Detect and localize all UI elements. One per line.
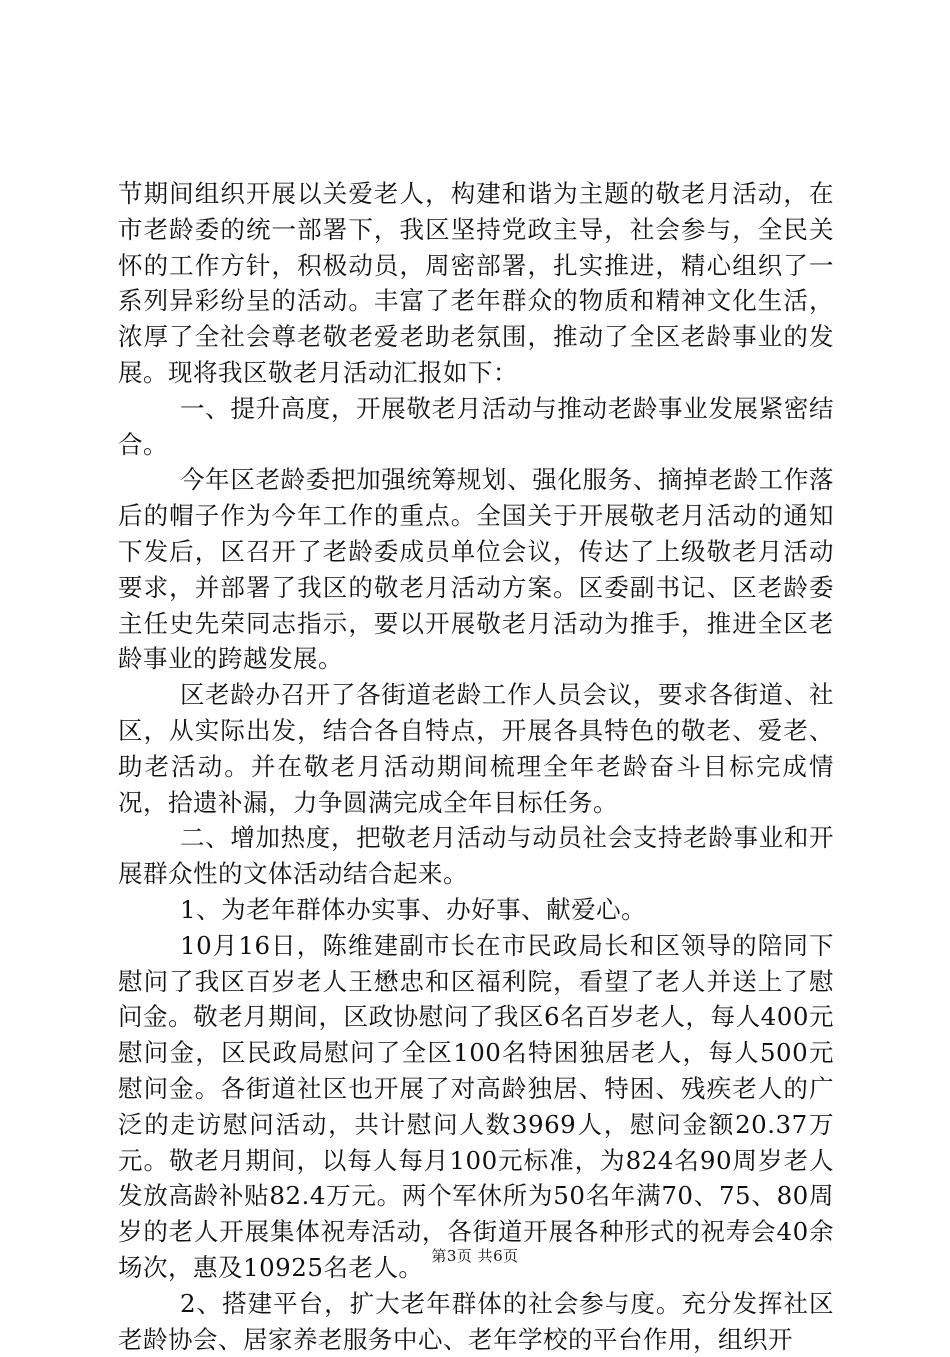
paragraph: 10月16日，陈维建副市长在市民政局长和区领导的陪同下慰问了我区百岁老人王懋忠和区福利院，看望了老人并送上了慰问金。敬老月期间，区政协慰问了我区6名百岁老人，每人400元慰问金，区民政局慰问了全区100名特困独居老人，每人500元慰问金。各街道社区也开展了对高龄独居、特困、残疾老人的广泛的走访慰问活动，共计慰问人数3969人，慰问金额20.37万元。敬老月期间，以每人每月100元标准，为824名90周岁老人发放高龄补贴82.4万元。两个军休所为50名年满70、75、80周岁的老人开展集体祝寿活动，各街道开展各种形式的祝寿会40余场次，惠及10925名老人。 (118, 930, 834, 1282)
paragraph: 今年区老龄委把加强统筹规划、强化服务、摘掉老龄工作落后的帽子作为今年工作的重点。全国关于开展敬老月活动的通知下发后，区召开了老龄委成员单位会议，传达了上级敬老月活动要求，并部署了我区的敬老月活动方案。区委副书记、区老龄委主任史先荣同志指示，要以开展敬老月活动为推手，推进全区老龄事业的跨越发展。 (118, 465, 834, 674)
paragraph-intro-continuation: 节期间组织开展以关爱老人，构建和谐为主题的敬老月活动，在市老龄委的统一部署下，我区坚持党政主导，社会参与，全民关怀的工作方针，积极动员，周密部署，扎实推进，精心组织了一系列异彩纷呈的活动。丰富了老年群众的物质和精神文化生活，浓厚了全社会尊老敬老爱老助老氛围，推动了全区老龄事业的发展。现将我区敬老月活动汇报如下： (118, 179, 834, 387)
page-footer (0, 1246, 950, 1266)
page-number-label: 第3页 共6页 (431, 1247, 519, 1265)
paragraph: 区老龄办召开了各街道老龄工作人员会议，要求各街道、社区，从实际出发，结合各自特点，开展各具特色的敬老、爱老、助老活动。并在敬老月活动期间梳理全年老龄奋斗目标完成情况，拾遗补漏，力争圆满完成全年目标任务。 (118, 680, 834, 817)
subsection-paragraph-two: 2、搭建平台，扩大老年群体的社会参与度。充分发挥社区老龄协会、居家养老服务中心、老年学校的平台作用，组织开 (118, 1288, 834, 1354)
subsection-heading-one: 1、为老年群体办实事、办好事、献爱心。 (180, 894, 647, 924)
section-heading-two: 二、增加热度，把敬老月活动与动员社会支持老龄事业和开展群众性的文体活动结合起来。 (118, 823, 834, 889)
document-body (118, 176, 834, 1357)
section-heading-one: 一、提升高度，开展敬老月活动与推动老龄事业发展紧密结合。 (118, 393, 834, 459)
